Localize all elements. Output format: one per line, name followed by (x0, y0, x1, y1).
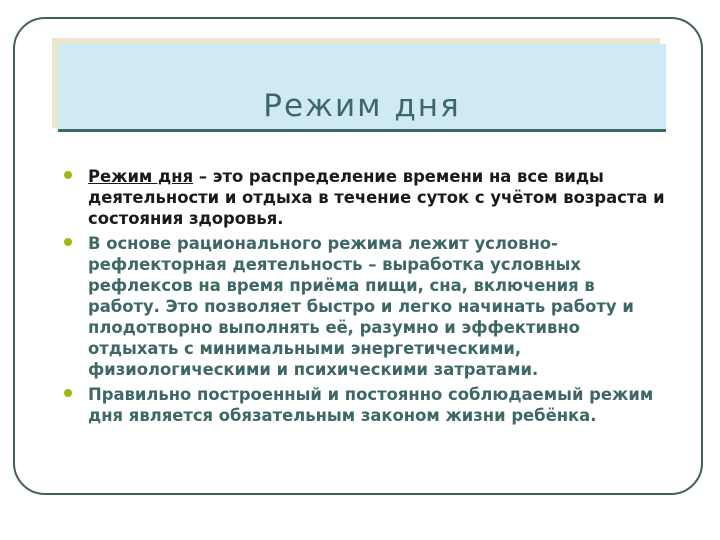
bullet-marker-icon (64, 171, 72, 179)
bullet-item-basis (62, 233, 672, 380)
bullet-item-law (62, 384, 672, 426)
bullet-marker-icon (64, 389, 72, 397)
bullet-text: Правильно построенный и постоянно соблюдаемый режим дня является обязательным законом жизни ребёнка. (88, 385, 654, 425)
term-regime-dnya: Режим дня (88, 167, 194, 186)
bullet-marker-icon (64, 238, 72, 246)
title-box (58, 44, 666, 132)
bullet-text: – это распределение времени на все виды деятельности и отдыха в течение суток с учётом возраста и состояния здоровья. (88, 167, 665, 228)
bullet-item-definition (62, 166, 672, 229)
bullet-list (62, 166, 672, 430)
slide-title: Режим дня (263, 88, 461, 124)
bullet-text: В основе рационального режима лежит условно-рефлекторная деятельность – выработка условных рефлексов на время приёма пищи, сна, включения в работу. Это позволяет быстро и легко начинать работу и плодотворно выполнять её, разумно и эффективно отдыхать с минимальными энергетическими, физиологическими и психическими затратами. (88, 234, 634, 379)
